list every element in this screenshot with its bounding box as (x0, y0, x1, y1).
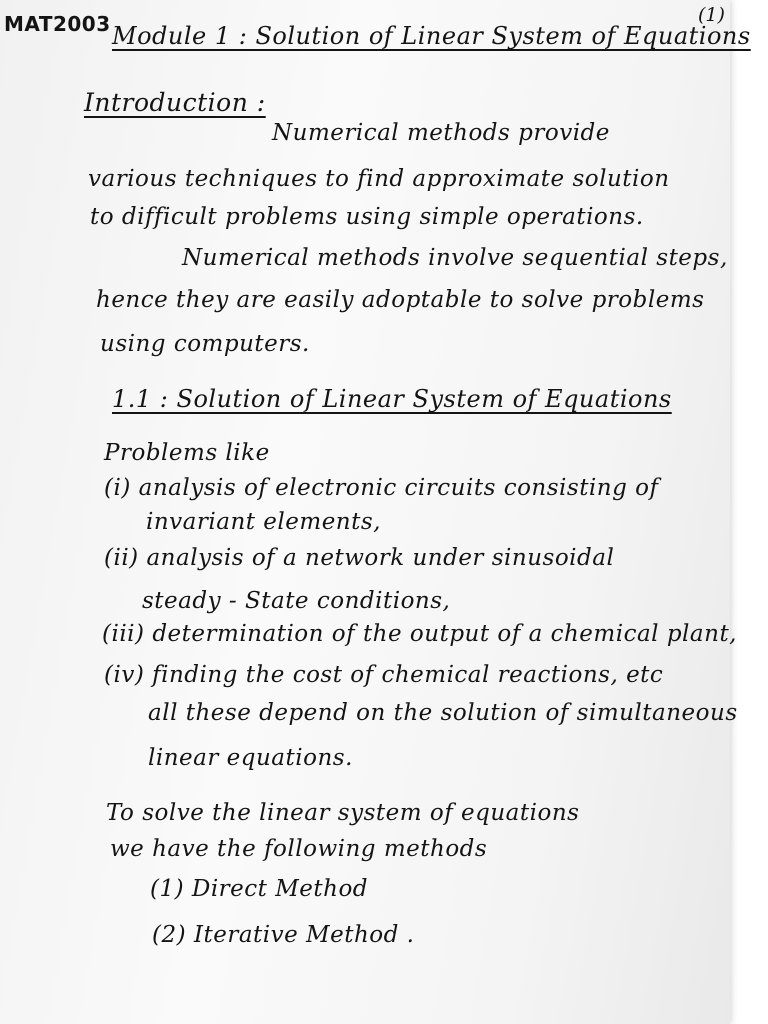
intro-para2-line2: hence they are easily adoptable to solve problems (96, 287, 705, 313)
intro-para2-line1: Numerical methods involve sequential steps, (182, 245, 728, 271)
problem-item-4: (iv) finding the cost of chemical reactions, etc (104, 662, 664, 688)
problem-item-1: (i) analysis of electronic circuits consisting of (104, 475, 659, 501)
intro-para1-line2: various techniques to find approximate solution (88, 166, 670, 192)
course-code: MAT2003 (4, 12, 111, 36)
problems-intro: Problems like (104, 440, 270, 466)
method-iterative: (2) Iterative Method . (152, 922, 415, 948)
intro-para1-line1: Numerical methods provide (272, 120, 610, 146)
problem-item-2: (ii) analysis of a network under sinusoidal (104, 545, 615, 571)
method-direct: (1) Direct Method (150, 876, 369, 902)
intro-para1-line3: to difficult problems using simple operations. (90, 204, 644, 230)
methods-lead-line1: To solve the linear system of equations (106, 800, 580, 826)
methods-lead-line2: we have the following methods (110, 836, 488, 862)
problems-conclusion-line1: all these depend on the solution of simultaneous (148, 700, 738, 726)
problem-item-1-cont: invariant elements, (146, 509, 381, 535)
problem-item-3: (iii) determination of the output of a chemical plant, (102, 621, 737, 647)
intro-para2-line3: using computers. (100, 331, 310, 357)
section-heading: 1.1 : Solution of Linear System of Equations (112, 385, 672, 413)
module-title: Module 1 : Solution of Linear System of Equations (112, 22, 751, 50)
introduction-heading: Introduction : (84, 88, 266, 117)
problems-conclusion-line2: linear equations. (148, 745, 353, 771)
page-number: (1) (698, 4, 725, 26)
problem-item-2-cont: steady - State conditions, (142, 588, 451, 614)
